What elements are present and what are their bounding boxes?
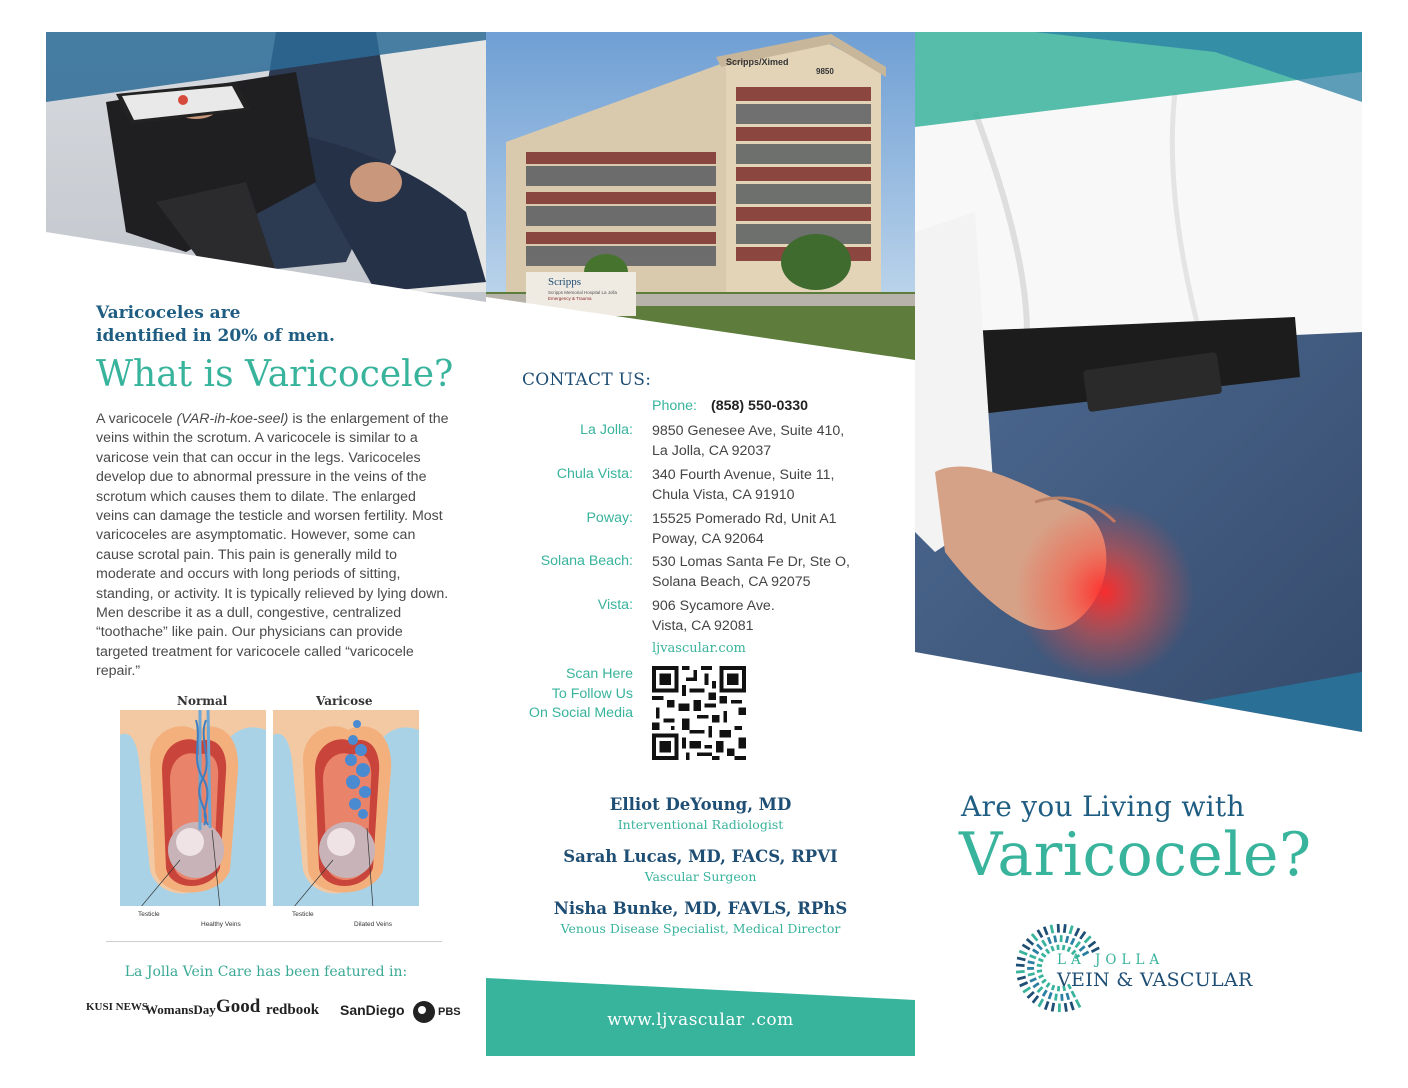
building-number: 9850 — [816, 67, 834, 76]
logo-tick — [1042, 954, 1046, 957]
varicose-vein-diagram — [273, 710, 419, 906]
address-line: 9850 Genesee Ave, Suite 410, — [652, 423, 845, 439]
logo-tick — [1071, 1002, 1074, 1010]
scripps-sign-sub: Scripps Memorial Hospital La Jolla — [548, 290, 618, 295]
logo-tick — [1028, 974, 1035, 975]
location-label-chula-vista: Chula Vista: — [556, 466, 633, 482]
inside-panel-middle — [486, 32, 915, 1056]
logo-tick — [1038, 987, 1043, 992]
address-line: Solana Beach, CA 92075 — [652, 573, 811, 590]
logo-tick — [1033, 983, 1039, 987]
logo-tick — [1016, 965, 1025, 966]
logo-tick — [1032, 934, 1038, 941]
diagram-normal-title: Normal — [177, 694, 228, 708]
scan-line-2: To Follow Us — [551, 685, 633, 702]
logo-tick — [1046, 949, 1049, 953]
doctor-name-bunke: Nisha Bunke, MD, FAVLS, RPhS — [553, 899, 848, 918]
caption-healthy-veins: Healthy Veins — [201, 921, 241, 928]
logo-tick — [1072, 991, 1075, 997]
pbs-icon — [413, 1001, 435, 1023]
tagline-line-1: Varicoceles are — [96, 303, 241, 323]
diagram-varicose-title: Varicose — [316, 694, 373, 708]
section-heading: What is Varicocele? — [96, 354, 454, 395]
logo-tick — [1016, 971, 1025, 972]
logo-tick — [1017, 977, 1025, 979]
logo-tick — [1020, 982, 1028, 986]
logo-tick — [1064, 924, 1065, 933]
logo-tick — [1019, 951, 1027, 954]
logo-tick — [1065, 1003, 1066, 1012]
address-line: Vista, CA 92081 — [652, 617, 754, 634]
caption-dilated-veins: Dilated Veins — [354, 921, 392, 928]
logo-tick — [1038, 959, 1043, 961]
cover-title: Varicocele? — [959, 820, 1312, 890]
logo-tick — [1068, 947, 1070, 952]
doctor-name-lucas: Sarah Lucas, MD, FACS, RPVI — [563, 847, 838, 866]
location-label-la-jolla: La Jolla: — [580, 422, 633, 438]
logo-tick — [1055, 936, 1056, 943]
womansday-logo: WomansDay — [145, 1002, 216, 1017]
ljvv-logo-icon — [1015, 916, 1105, 1020]
logo-tick — [1063, 945, 1064, 950]
logo-tick — [1037, 944, 1042, 949]
logo-tick — [1045, 1001, 1048, 1009]
logo-tick — [1043, 990, 1047, 996]
logo-tick — [1033, 996, 1038, 1003]
redbook-logo: redbook — [266, 1002, 320, 1018]
phone-label: Phone: — [652, 398, 697, 414]
varicocele-description — [96, 410, 452, 682]
featured-in-text: La Jolla Vein Care has been featured in: — [124, 964, 408, 980]
normal-vein-diagram — [120, 710, 266, 906]
logo-tick — [1085, 936, 1091, 942]
logo-tick — [1055, 994, 1056, 1001]
logo-tick — [1075, 928, 1079, 936]
scripps-sign-sub2: Emergency & Trauma — [548, 296, 592, 301]
scripps-sign: Scripps — [548, 276, 581, 288]
body-intro: A varicocele — [96, 411, 177, 427]
doctor-name-deyoung: Elliot DeYoung, MD — [609, 795, 792, 814]
pronunciation: (VAR-ih-koe-seel) — [176, 411, 289, 427]
footer-website[interactable]: www.ljvascular .com — [607, 1010, 794, 1030]
logo-tick — [1017, 958, 1025, 960]
logo-tick — [1042, 980, 1046, 983]
logo-tick — [1066, 936, 1068, 943]
consultation-photo — [46, 32, 486, 332]
address-line: 906 Sycamore Ave. — [652, 598, 775, 614]
office-building-photo — [486, 32, 915, 362]
address-line: 15525 Pomerado Rd, Unit A1 — [652, 511, 837, 527]
logo-tick — [1027, 939, 1034, 945]
logo-tick — [1052, 946, 1054, 951]
address-line: 340 Fourth Avenue, Suite 11, — [652, 467, 835, 483]
doctor-title-deyoung: Interventional Radiologist — [617, 817, 784, 832]
location-address-vista — [652, 597, 775, 636]
logo-tick — [1030, 979, 1036, 982]
logo-tick — [1030, 955, 1036, 958]
address-line: Poway, CA 92064 — [652, 530, 764, 547]
logo-line-1: LA JOLLA — [1057, 952, 1165, 968]
scan-instructions — [486, 665, 633, 724]
logo-tick — [1067, 993, 1069, 1000]
tagline-line-2: identified in 20% of men. — [96, 326, 335, 346]
logo-tick — [1088, 942, 1095, 947]
logo-tick — [1022, 945, 1029, 950]
logo-tick — [1048, 937, 1050, 943]
website-link[interactable]: ljvascular.com — [652, 641, 746, 656]
logo-tick — [1051, 925, 1053, 933]
logo-tick — [1076, 942, 1080, 948]
logo-tick — [1039, 999, 1043, 1007]
logo-tick — [1042, 940, 1046, 946]
address-line: 530 Lomas Santa Fe Dr, Ste O, — [652, 554, 850, 570]
logo-tick — [1049, 992, 1051, 999]
logo-tick — [1044, 927, 1047, 935]
logo-tick — [1037, 965, 1042, 966]
tagline — [96, 302, 335, 348]
cover-panel — [915, 32, 1362, 1056]
logo-tick — [1052, 1003, 1054, 1012]
good-housekeeping-logo: Good — [216, 996, 261, 1017]
body-text: is the enlargement of the veins within the scrotum. A varicocele is similar to a varicose vein that can occur in the legs. Varicoceles develop due to abnormal pressure in the veins of the scrotum which causes them to dilate. The enlarged veins can damage the testicle and worsen fertility. Most varicoceles are asymptomatic. However, some can cause scrotal pain. This pain is generally mild to moderate and occurs with long periods of sitting, standing, or activity. It is typically relieved by lying down. Men describe it as a dull, congestive, centralized “toothache” like pain. Our physicians can provide targeted treatment for varicocele called “varicocele repair.” — [96, 411, 449, 680]
contact-heading: CONTACT US: — [522, 370, 652, 390]
caption-testicle-normal: Testicle — [138, 911, 160, 918]
logo-tick — [1052, 985, 1054, 990]
doctor-title-bunke: Venous Disease Specialist, Medical Director — [560, 921, 841, 936]
doctor-title-lucas: Vascular Surgeon — [644, 869, 757, 884]
logo-tick — [1023, 987, 1030, 992]
location-label-solana-beach: Solana Beach: — [540, 553, 633, 569]
logo-tick — [1038, 930, 1042, 937]
cover-question: Are you Living with — [961, 790, 1245, 823]
address-line: Chula Vista, CA 91910 — [652, 486, 795, 503]
caption-testicle-varicose: Testicle — [292, 911, 314, 918]
qr-code-icon[interactable] — [652, 666, 746, 760]
logo-tick — [1076, 1000, 1080, 1008]
logo-tick — [1028, 992, 1034, 998]
inside-panel-left — [46, 32, 486, 1056]
logo-tick — [1071, 938, 1074, 944]
logo-line-2: VEIN & VASCULAR — [1057, 969, 1253, 991]
location-address-poway — [652, 510, 837, 549]
location-label-poway: Poway: — [586, 510, 633, 526]
location-address-solana-beach — [652, 553, 850, 592]
location-address-chula-vista — [652, 466, 834, 505]
address-line: La Jolla, CA 92037 — [652, 442, 772, 459]
phone-number[interactable]: (858) 550-0330 — [711, 398, 809, 414]
logo-tick — [1028, 962, 1035, 963]
kusi-news-logo: KUSI NEWS — [86, 1001, 149, 1013]
divider — [106, 941, 442, 942]
logo-tick — [1047, 983, 1050, 987]
building-roof-sign: Scripps/Ximed — [726, 57, 789, 67]
man-in-pain-photo — [915, 32, 1362, 767]
logo-tick — [1070, 926, 1072, 934]
scan-line-3: On Social Media — [528, 705, 633, 721]
logo-tick — [1080, 946, 1085, 951]
pbs-logo: PBS — [438, 1006, 461, 1018]
logo-tick — [1080, 932, 1085, 939]
logo-tick — [1039, 975, 1044, 977]
logo-tick — [1033, 950, 1039, 954]
location-address-la-jolla — [652, 422, 844, 461]
logo-tick — [1037, 971, 1042, 972]
location-label-vista: Vista: — [597, 597, 633, 613]
sandiego-magazine-logo: SanDiego — [340, 1002, 405, 1018]
scan-line-1: Scan Here — [565, 666, 633, 682]
